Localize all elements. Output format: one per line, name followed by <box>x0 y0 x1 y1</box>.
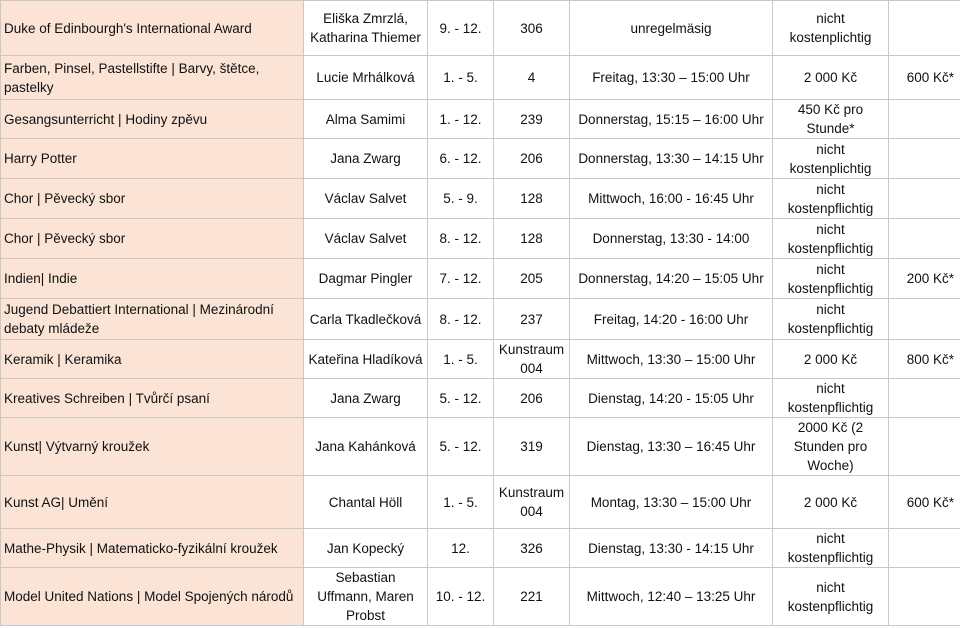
cell-teacher: Eliška Zmrzlá, Katharina Thiemer <box>304 1 428 56</box>
cell-extra <box>889 568 960 626</box>
cell-cost: nicht kostenpflichtig <box>773 299 889 340</box>
table-row <box>1 56 960 100</box>
cell-time: Mittwoch, 16:00 - 16:45 Uhr <box>570 179 773 219</box>
cell-teacher: Jana Zwarg <box>304 139 428 179</box>
cell-room: 326 <box>494 529 570 568</box>
cell-time: Freitag, 14:20 - 16:00 Uhr <box>570 299 773 340</box>
table-row <box>1 418 960 476</box>
cell-teacher: Kateřina Hladíková <box>304 340 428 379</box>
cell-teacher: Jana Zwarg <box>304 379 428 418</box>
cell-grade: 1. - 12. <box>428 100 494 139</box>
cell-time: Donnerstag, 14:20 – 15:05 Uhr <box>570 259 773 299</box>
cell-extra <box>889 299 960 340</box>
table-row <box>1 139 960 179</box>
cell-room: 128 <box>494 219 570 259</box>
table-row <box>1 340 960 379</box>
cell-teacher: Sebastian Uffmann, Maren Probst <box>304 568 428 626</box>
cell-grade: 10. - 12. <box>428 568 494 626</box>
cell-extra: 600 Kč* <box>889 476 960 529</box>
cell-name: Jugend Debattiert International | Mezinárodní debaty mládeže <box>1 299 304 340</box>
cell-extra: 600 Kč* <box>889 56 960 100</box>
cell-teacher: Lucie Mrhálková <box>304 56 428 100</box>
cell-room: 306 <box>494 1 570 56</box>
cell-cost: nicht kostenplichtig <box>773 1 889 56</box>
cell-cost: nicht kostenpflichtig <box>773 259 889 299</box>
cell-cost: nicht kostenpflichtig <box>773 219 889 259</box>
cell-name: Gesangsunterricht | Hodiny zpěvu <box>1 100 304 139</box>
cell-grade: 5. - 9. <box>428 179 494 219</box>
cell-name: Harry Potter <box>1 139 304 179</box>
cell-time: Donnerstag, 15:15 – 16:00 Uhr <box>570 100 773 139</box>
cell-grade: 12. <box>428 529 494 568</box>
cell-cost: nicht kostenpflichtig <box>773 179 889 219</box>
cell-time: Donnerstag, 13:30 - 14:00 <box>570 219 773 259</box>
cell-teacher: Václav Salvet <box>304 219 428 259</box>
cell-time: Freitag, 13:30 – 15:00 Uhr <box>570 56 773 100</box>
cell-grade: 5. - 12. <box>428 379 494 418</box>
cell-grade: 1. - 5. <box>428 56 494 100</box>
cell-cost: nicht kostenplichtig <box>773 139 889 179</box>
cell-extra <box>889 529 960 568</box>
cell-teacher: Alma Samimi <box>304 100 428 139</box>
cell-cost: nicht kostenpflichtig <box>773 568 889 626</box>
cell-teacher: Dagmar Pingler <box>304 259 428 299</box>
cell-extra <box>889 100 960 139</box>
cell-name: Farben, Pinsel, Pastellstifte | Barvy, štětce, pastelky <box>1 56 304 100</box>
cell-extra <box>889 219 960 259</box>
cell-time: Donnerstag, 13:30 – 14:15 Uhr <box>570 139 773 179</box>
cell-teacher: Václav Salvet <box>304 179 428 219</box>
cell-room: 239 <box>494 100 570 139</box>
cell-extra: 200 Kč* <box>889 259 960 299</box>
cell-extra <box>889 379 960 418</box>
cell-teacher: Carla Tkadlečková <box>304 299 428 340</box>
cell-grade: 6. - 12. <box>428 139 494 179</box>
cell-room: Kunstraum 004 <box>494 476 570 529</box>
cell-room: 319 <box>494 418 570 476</box>
cell-room: 237 <box>494 299 570 340</box>
cell-name: Chor | Pěvecký sbor <box>1 179 304 219</box>
cell-grade: 1. - 5. <box>428 476 494 529</box>
cell-grade: 8. - 12. <box>428 219 494 259</box>
table-row <box>1 476 960 529</box>
cell-name: Kunst| Výtvarný kroužek <box>1 418 304 476</box>
cell-cost: 450 Kč pro Stunde* <box>773 100 889 139</box>
cell-time: Mittwoch, 12:40 – 13:25 Uhr <box>570 568 773 626</box>
cell-grade: 5. - 12. <box>428 418 494 476</box>
cell-room: 206 <box>494 139 570 179</box>
table-row <box>1 179 960 219</box>
cell-name: Keramik | Keramika <box>1 340 304 379</box>
cell-cost: 2 000 Kč <box>773 56 889 100</box>
cell-time: Montag, 13:30 – 15:00 Uhr <box>570 476 773 529</box>
table-row <box>1 259 960 299</box>
cell-cost: 2000 Kč (2 Stunden pro Woche) <box>773 418 889 476</box>
cell-room: 128 <box>494 179 570 219</box>
cell-grade: 7. - 12. <box>428 259 494 299</box>
cell-name: Duke of Edinbourgh's International Award <box>1 1 304 56</box>
cell-name: Model United Nations | Model Spojených národů <box>1 568 304 626</box>
cell-extra <box>889 179 960 219</box>
cell-time: Mittwoch, 13:30 – 15:00 Uhr <box>570 340 773 379</box>
cell-teacher: Chantal Höll <box>304 476 428 529</box>
cell-grade: 1. - 5. <box>428 340 494 379</box>
table-row <box>1 1 960 56</box>
cell-extra: 800 Kč* <box>889 340 960 379</box>
table-row <box>1 379 960 418</box>
cell-grade: 9. - 12. <box>428 1 494 56</box>
cell-extra <box>889 418 960 476</box>
cell-extra <box>889 139 960 179</box>
cell-time: unregelmäsig <box>570 1 773 56</box>
cell-teacher: Jan Kopecký <box>304 529 428 568</box>
table-row <box>1 100 960 139</box>
cell-cost: nicht kostenpflichtig <box>773 529 889 568</box>
cell-name: Chor | Pěvecký sbor <box>1 219 304 259</box>
cell-cost: nicht kostenpflichtig <box>773 379 889 418</box>
cell-time: Dienstag, 13:30 – 16:45 Uhr <box>570 418 773 476</box>
table-row <box>1 219 960 259</box>
cell-room: 206 <box>494 379 570 418</box>
cell-room: 4 <box>494 56 570 100</box>
cell-name: Indien| Indie <box>1 259 304 299</box>
cell-room: 205 <box>494 259 570 299</box>
cell-name: Mathe-Physik | Matematicko-fyzikální kroužek <box>1 529 304 568</box>
cell-cost: 2 000 Kč <box>773 340 889 379</box>
cell-extra <box>889 1 960 56</box>
table-row <box>1 529 960 568</box>
cell-cost: 2 000 Kč <box>773 476 889 529</box>
cell-name: Kreatives Schreiben | Tvůrčí psaní <box>1 379 304 418</box>
cell-room: Kunstraum 004 <box>494 340 570 379</box>
cell-grade: 8. - 12. <box>428 299 494 340</box>
cell-teacher: Jana Kahánková <box>304 418 428 476</box>
cell-time: Dienstag, 13:30 - 14:15 Uhr <box>570 529 773 568</box>
table-row <box>1 299 960 340</box>
cell-name: Kunst AG| Umění <box>1 476 304 529</box>
table-row <box>1 568 960 626</box>
cell-room: 221 <box>494 568 570 626</box>
cell-time: Dienstag, 14:20 - 15:05 Uhr <box>570 379 773 418</box>
